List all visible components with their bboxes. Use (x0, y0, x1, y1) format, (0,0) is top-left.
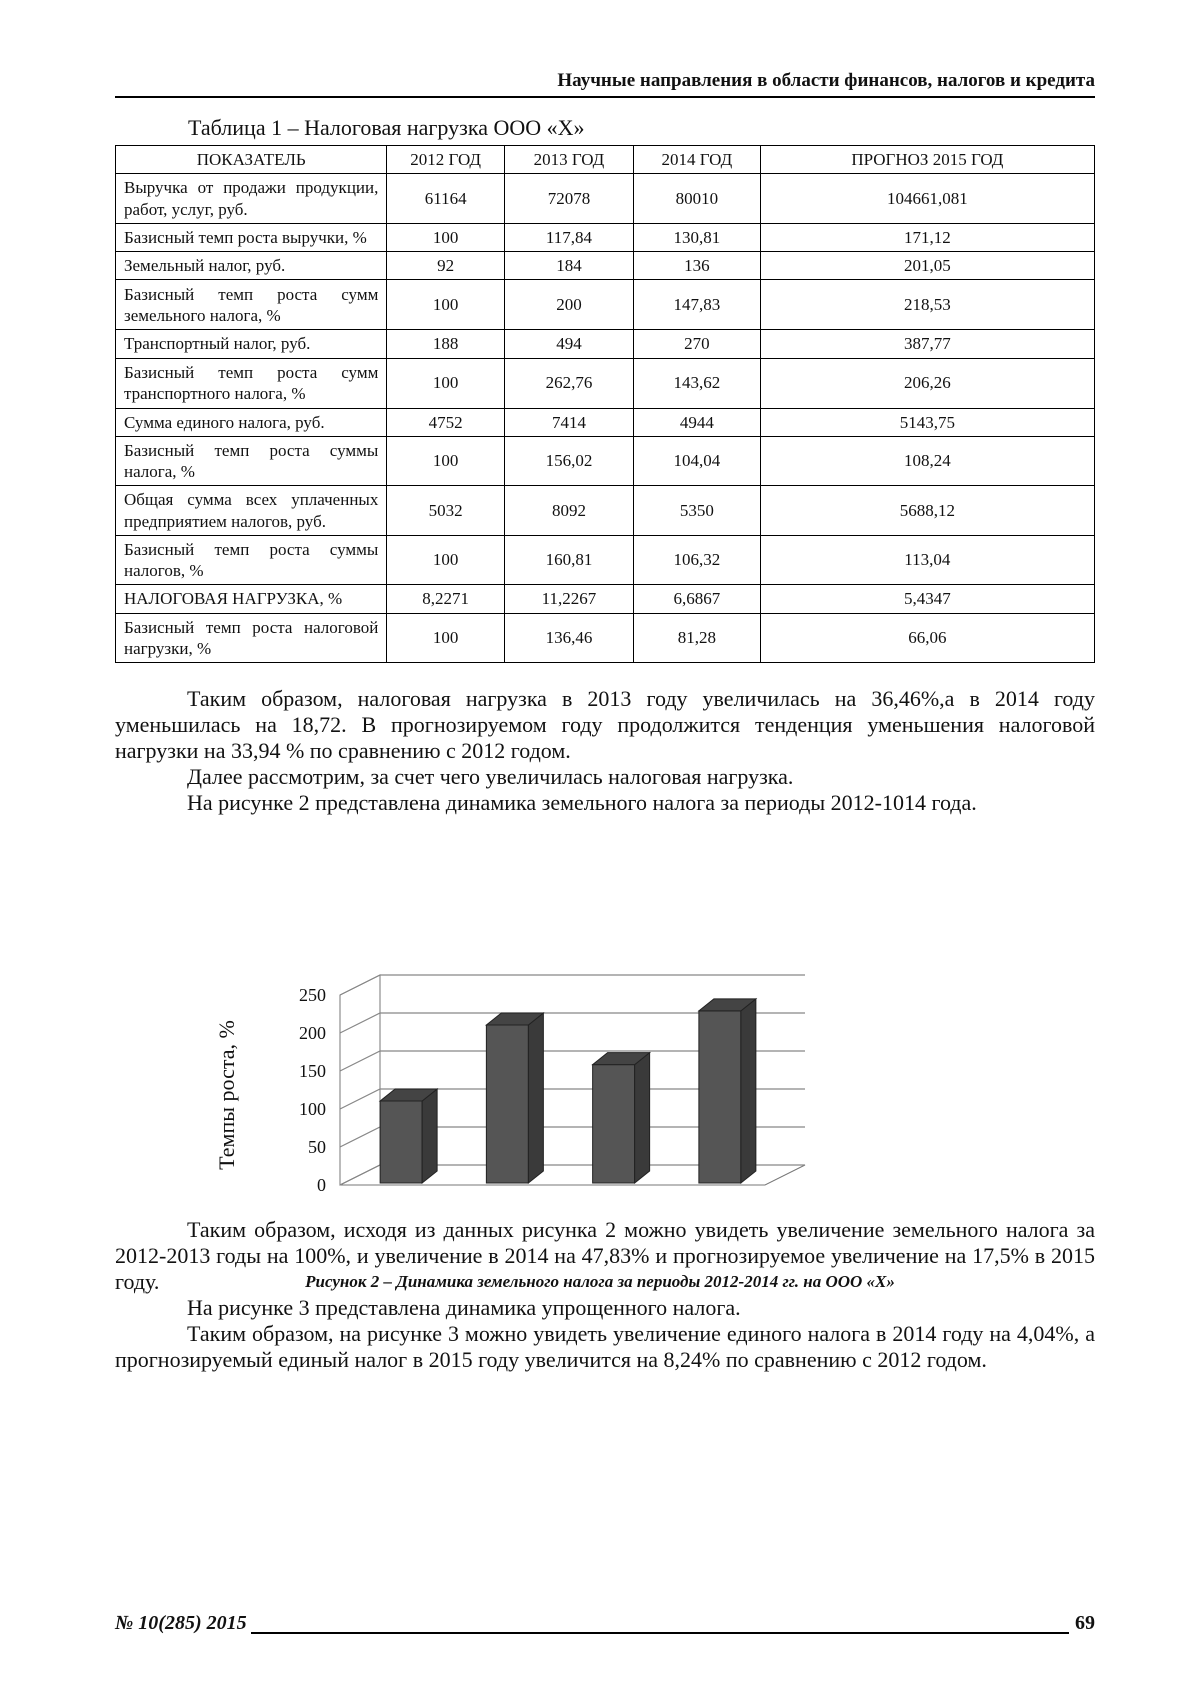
cell-2013: 184 (504, 252, 633, 280)
y-tick-label: 150 (299, 1061, 326, 1081)
y-tick-label: 250 (299, 985, 326, 1005)
table-row (116, 436, 1095, 486)
cell-2013: 262,76 (504, 358, 633, 408)
bar-side-2012 (422, 1089, 437, 1183)
cell-2014: 5350 (633, 486, 760, 536)
y-tick-label: 50 (308, 1137, 326, 1157)
paragraph-2: Далее рассмотрим, за счет чего увеличилась налоговая нагрузка. (187, 764, 794, 789)
column-header-2012: 2012 ГОД (387, 146, 505, 174)
figure-caption: Рисунок 2 – Динамика земельного налога за периоды 2012-2014 гг. на ООО «Х» (305, 1272, 895, 1291)
cell-2013: 160,81 (504, 535, 633, 585)
gridline (340, 975, 805, 995)
cell-2015: 218,53 (760, 280, 1094, 330)
column-header-indicator: ПОКАЗАТЕЛЬ (116, 146, 387, 174)
cell-2015: 66,06 (760, 613, 1094, 663)
cell-2012: 5032 (387, 486, 505, 536)
page-footer (115, 1612, 1095, 1638)
table-row (116, 330, 1095, 358)
cell-2014: 143,62 (633, 358, 760, 408)
cell-2013: 7414 (504, 408, 633, 436)
cell-2014: 270 (633, 330, 760, 358)
issue-number: № 10(285) 2015 (115, 1612, 251, 1635)
paragraph-4: Таким образом, исходя из данных рисунка 2 можно увидеть увеличение земельного налога за 2012-2013 годы на 100%, и увеличение в 2014 на 47,83% и прогнозируемое увеличение на 17,5% в 2015 году. (115, 1217, 1095, 1294)
cell-2014: 130,81 (633, 223, 760, 251)
row-label: Базисный темп роста выручки, % (116, 223, 387, 251)
page-number: 69 (1069, 1612, 1095, 1635)
table-row (116, 486, 1095, 536)
y-tick-label: 0 (317, 1175, 326, 1195)
paragraph-6: Таким образом, на рисунке 3 можно увидеть увеличение единого налога в 2014 году на 4,04%, а прогнозируемый единый налог в 2015 году увеличится на 8,24% по сравнению с 2012 годом. (115, 1321, 1095, 1372)
journal-section-title: Научные направления в области финансов, налогов и кредита (557, 70, 1095, 91)
cell-2012: 61164 (387, 174, 505, 224)
cell-2014: 106,32 (633, 535, 760, 585)
bar-side-2014 (635, 1053, 650, 1183)
table-row (116, 535, 1095, 585)
row-label: Базисный темп роста сумм транспортного налога, % (116, 358, 387, 408)
column-header-2014: 2014 ГОД (633, 146, 760, 174)
cell-2015: 171,12 (760, 223, 1094, 251)
table-row (116, 223, 1095, 251)
table-row (116, 358, 1095, 408)
cell-2013: 11,2267 (504, 585, 633, 613)
cell-2015: 5,4347 (760, 585, 1094, 613)
cell-2014: 6,6867 (633, 585, 760, 613)
cell-2013: 156,02 (504, 436, 633, 486)
chart-svg (200, 960, 900, 1240)
y-axis-label: Темпы роста, % (214, 1020, 239, 1170)
cell-2013: 494 (504, 330, 633, 358)
cell-2014: 4944 (633, 408, 760, 436)
table-row (116, 280, 1095, 330)
cell-2015: 113,04 (760, 535, 1094, 585)
cell-2013: 136,46 (504, 613, 633, 663)
cell-2015: 387,77 (760, 330, 1094, 358)
tax-burden-table (115, 145, 1095, 663)
row-label: Выручка от продажи продукции, работ, услуг, руб. (116, 174, 387, 224)
table-header-row (116, 146, 1095, 174)
cell-2013: 117,84 (504, 223, 633, 251)
cell-2015: 5143,75 (760, 408, 1094, 436)
table-row (116, 174, 1095, 224)
cell-2015: 201,05 (760, 252, 1094, 280)
table-row (116, 585, 1095, 613)
cell-2012: 100 (387, 436, 505, 486)
table-row (116, 613, 1095, 663)
cell-2012: 92 (387, 252, 505, 280)
bar-side-2015 (741, 999, 756, 1183)
column-header-2013: 2013 ГОД (504, 146, 633, 174)
row-label: Базисный темп роста суммы налогов, % (116, 535, 387, 585)
row-label: Базисный темп роста сумм земельного налога, % (116, 280, 387, 330)
cell-2014: 80010 (633, 174, 760, 224)
row-label: Общая сумма всех уплаченных предприятием налогов, руб. (116, 486, 387, 536)
y-tick-label: 200 (299, 1023, 326, 1043)
cell-2012: 4752 (387, 408, 505, 436)
row-label: НАЛОГОВАЯ НАГРУЗКА, % (116, 585, 387, 613)
cell-2014: 81,28 (633, 613, 760, 663)
bar-front-2013 (486, 1025, 528, 1183)
land-tax-chart (200, 960, 900, 1240)
running-header (115, 70, 1095, 98)
table-row (116, 252, 1095, 280)
cell-2012: 100 (387, 535, 505, 585)
bar-front-2014 (593, 1065, 635, 1183)
cell-2014: 104,04 (633, 436, 760, 486)
cell-2013: 72078 (504, 174, 633, 224)
paragraph-3: На рисунке 2 представлена динамика земельного налога за периоды 2012-1014 года. (187, 790, 977, 815)
row-label: Базисный темп роста суммы налога, % (116, 436, 387, 486)
column-header-2015-forecast: ПРОГНОЗ 2015 ГОД (760, 146, 1094, 174)
cell-2015: 5688,12 (760, 486, 1094, 536)
row-label: Базисный темп роста налоговой нагрузки, % (116, 613, 387, 663)
cell-2012: 188 (387, 330, 505, 358)
cell-2014: 147,83 (633, 280, 760, 330)
paragraph-5: На рисунке 3 представлена динамика упрощенного налога. (187, 1295, 741, 1320)
cell-2013: 200 (504, 280, 633, 330)
cell-2013: 8092 (504, 486, 633, 536)
row-label: Земельный налог, руб. (116, 252, 387, 280)
cell-2012: 100 (387, 613, 505, 663)
chart-side-wall (340, 975, 380, 1185)
table-row (116, 408, 1095, 436)
paragraph-1: Таким образом, налоговая нагрузка в 2013 году увеличилась на 36,46%,а в 2014 году уменьшилась на 18,72. В прогнозируемом году продолжится тенденция уменьшения налоговой нагрузки на 33,94 % по сравнению с 2012 годом. (115, 686, 1095, 763)
cell-2012: 100 (387, 358, 505, 408)
bar-front-2015 (699, 1011, 741, 1183)
cell-2012: 8,2271 (387, 585, 505, 613)
bar-side-2013 (528, 1013, 543, 1183)
cell-2015: 206,26 (760, 358, 1094, 408)
cell-2012: 100 (387, 223, 505, 251)
cell-2014: 136 (633, 252, 760, 280)
footer-rule (115, 1632, 1095, 1634)
row-label: Сумма единого налога, руб. (116, 408, 387, 436)
cell-2015: 108,24 (760, 436, 1094, 486)
bar-front-2012 (380, 1101, 422, 1183)
cell-2015: 104661,081 (760, 174, 1094, 224)
cell-2012: 100 (387, 280, 505, 330)
y-tick-label: 100 (299, 1099, 326, 1119)
table-caption: Таблица 1 – Налоговая нагрузка ООО «Х» (188, 115, 585, 140)
row-label: Транспортный налог, руб. (116, 330, 387, 358)
